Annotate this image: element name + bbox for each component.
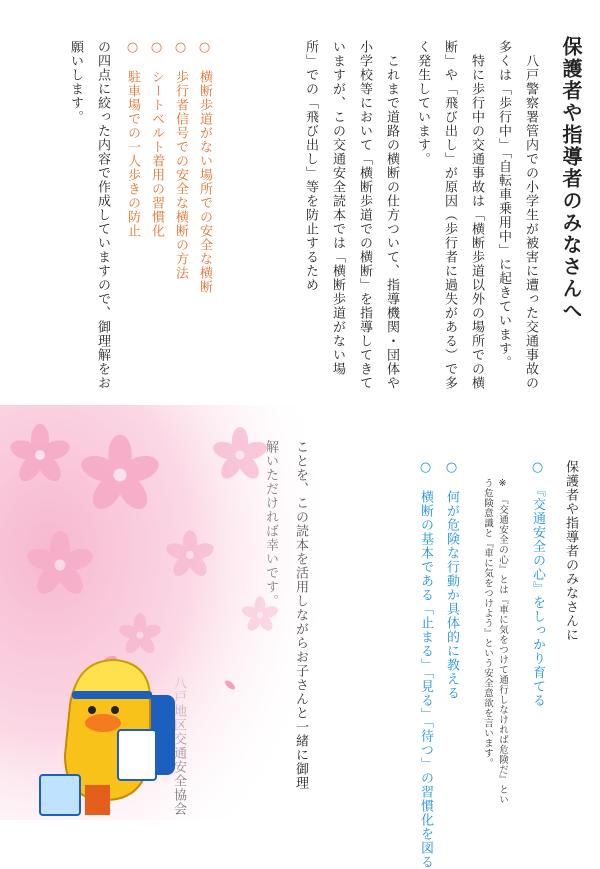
focus-item: ○ 横断歩道がない場所での安全な横断 xyxy=(197,40,212,294)
focus-item: ○ シートベルト着用の習慣化 xyxy=(149,40,164,238)
goal-item: ○ 横断の基本である「止まる」「見る」「待つ」の習慣化を図る xyxy=(418,460,433,869)
focus-list xyxy=(120,40,216,395)
paragraph-1 xyxy=(409,40,544,395)
footnote: ※ 『交通安全の心』とは『車に気をつけて通行しなければ危険だ』という危険意識と『車に気をつけよう』という安全意欲を言います。 xyxy=(482,478,508,805)
goal-item: ○ 『交通安全の心』をしっかり育てる xyxy=(530,460,545,708)
section-subtitle: 保護者や指導者のみなさんに xyxy=(563,460,578,642)
focus-item: ○ 駐車場での一人歩きの防止 xyxy=(125,40,140,238)
paragraph-3: これまで道路の横断の仕方ついて、指導機関・団体や小学校等において「横断歩道での横断」を指導してきていますが、この交通安全読本では「横断歩道がない場所」での「飛び出し」等を防止するため xyxy=(303,40,399,390)
paragraph-1-text: 八戸警察署管内での小学生が被害に遭った交通事故の多くは「歩行中」「自転車乗用中」に起きています。 xyxy=(496,40,538,390)
goal-item: ○ 何が危険な行動か具体的に教える xyxy=(444,460,459,700)
focus-item: ○ 歩行者信号での安全な横断の方法 xyxy=(173,40,188,280)
paragraph-2-text: 特に歩行中の交通事故は「横断歩道以外の場所での横断」や「飛び出し」が原因（歩行者に過失がある）で多く発生しています。 xyxy=(415,40,484,390)
page-title: 保護者や指導者のみなさんへ xyxy=(559,36,583,322)
paragraph-4: の四点に絞った内容で作成していますので、御理解をお願いします。 xyxy=(68,40,110,390)
sakura-illustration xyxy=(0,405,320,820)
